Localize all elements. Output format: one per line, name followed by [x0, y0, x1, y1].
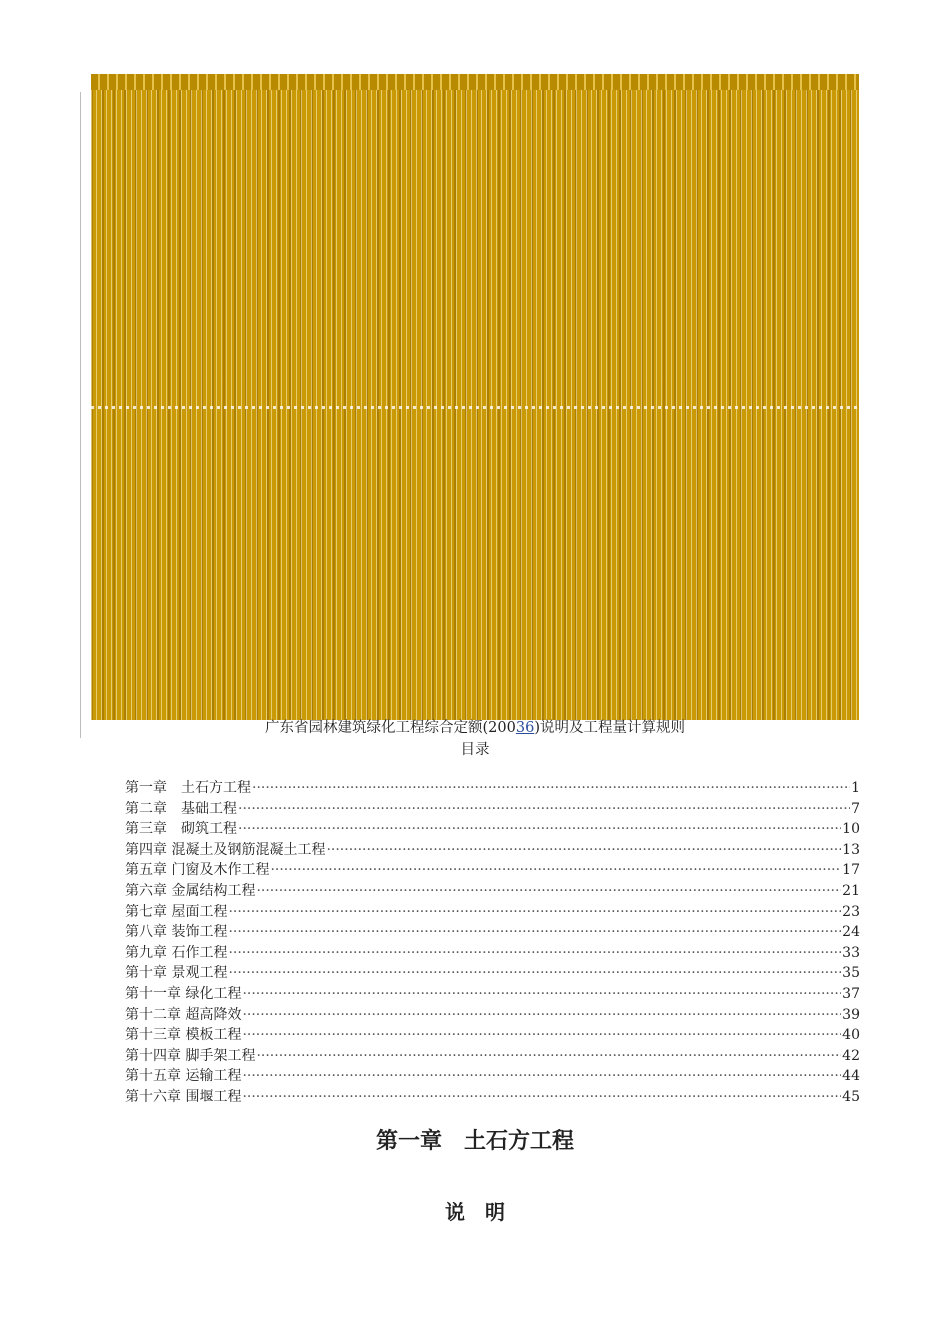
toc-entry-page: 1 — [851, 780, 860, 796]
toc-leader — [326, 840, 841, 861]
toc-entry[interactable] — [125, 943, 860, 964]
title-text-end: )说明及工程量计算规则 — [534, 720, 685, 736]
toc-entry[interactable] — [125, 799, 860, 820]
toc-entry[interactable] — [125, 819, 860, 840]
toc-entry-label: 第七章 屋面工程 — [125, 903, 228, 920]
toc-entry[interactable] — [125, 1025, 860, 1046]
toc-leader — [256, 881, 841, 902]
toc-entry-label: 第九章 石作工程 — [125, 944, 228, 961]
toc-entry-label: 第十章 景观工程 — [125, 965, 228, 982]
toc-entry-page: 21 — [842, 882, 860, 899]
table-of-contents — [125, 778, 860, 1108]
toc-leader — [270, 860, 841, 881]
section-heading: 说 明 — [445, 1200, 505, 1224]
margin-rule — [80, 92, 81, 738]
toc-entry-label: 第十一章 绿化工程 — [125, 985, 242, 1002]
toc-leader — [252, 778, 850, 799]
toc-entry[interactable] — [125, 881, 860, 902]
toc-entry-page: 33 — [842, 944, 860, 961]
toc-entry-label: 第十六章 围堰工程 — [125, 1088, 242, 1105]
toc-entry-label: 第二章 基础工程 — [125, 800, 237, 817]
toc-entry[interactable] — [125, 1046, 860, 1067]
toc-entry-page: 42 — [842, 1047, 860, 1064]
decorative-banner-image — [91, 74, 859, 720]
title-revision-marker[interactable]: 36 — [515, 720, 535, 736]
toc-entry-page: 40 — [842, 1027, 860, 1044]
document-title — [0, 719, 950, 737]
toc-leader — [242, 1066, 841, 1087]
toc-leader — [256, 1046, 841, 1067]
toc-entry[interactable] — [125, 984, 860, 1005]
toc-entry-label: 第十四章 脚手架工程 — [125, 1047, 256, 1064]
toc-leader — [228, 922, 841, 943]
toc-entry[interactable] — [125, 963, 860, 984]
toc-leader — [242, 1005, 841, 1026]
toc-entry[interactable] — [125, 1087, 860, 1108]
toc-entry-label: 第八章 装饰工程 — [125, 924, 228, 941]
toc-entry-label: 第六章 金属结构工程 — [125, 882, 256, 899]
toc-entry-label: 第十二章 超高降效 — [125, 1006, 242, 1023]
toc-entry-page: 24 — [842, 924, 860, 941]
toc-entry-page: 10 — [842, 821, 860, 838]
toc-entry-page: 35 — [842, 965, 860, 982]
toc-entry[interactable] — [125, 1005, 860, 1026]
toc-leader — [228, 963, 841, 984]
toc-entry-page: 7 — [851, 800, 860, 817]
toc-entry[interactable] — [125, 840, 860, 861]
toc-leader — [238, 819, 841, 840]
title-text-start: 广东省园林建筑绿化工程综合定额(200 — [265, 720, 516, 736]
toc-entry-page: 17 — [842, 862, 860, 879]
toc-entry[interactable] — [125, 778, 860, 799]
toc-leader — [228, 902, 841, 923]
toc-entry[interactable] — [125, 922, 860, 943]
toc-entry-page: 13 — [842, 841, 860, 858]
toc-entry-label: 第四章 混凝土及钢筋混凝土工程 — [125, 841, 326, 858]
toc-entry-label: 第三章 砌筑工程 — [125, 821, 237, 838]
toc-leader — [242, 1087, 841, 1108]
toc-entry-label: 第五章 门窗及木作工程 — [125, 862, 270, 879]
toc-entry-page: 45 — [842, 1088, 860, 1105]
toc-entry-label: 第一章 土石方工程 — [125, 780, 251, 796]
toc-entry-page: 37 — [842, 985, 860, 1002]
toc-leader — [242, 1025, 841, 1046]
toc-entry-label: 第十五章 运输工程 — [125, 1068, 242, 1085]
toc-heading: 目录 — [460, 742, 490, 758]
toc-entry-page: 39 — [842, 1006, 860, 1023]
toc-entry[interactable] — [125, 902, 860, 923]
toc-entry[interactable] — [125, 1066, 860, 1087]
toc-entry[interactable] — [125, 860, 860, 881]
toc-entry-page: 44 — [842, 1068, 860, 1085]
chapter-heading: 第一章 土石方工程 — [375, 1129, 574, 1154]
toc-entry-label: 第十三章 模板工程 — [125, 1027, 242, 1044]
toc-leader — [238, 799, 850, 820]
toc-leader — [242, 984, 841, 1005]
toc-leader — [228, 943, 841, 964]
toc-entry-page: 23 — [842, 903, 860, 920]
